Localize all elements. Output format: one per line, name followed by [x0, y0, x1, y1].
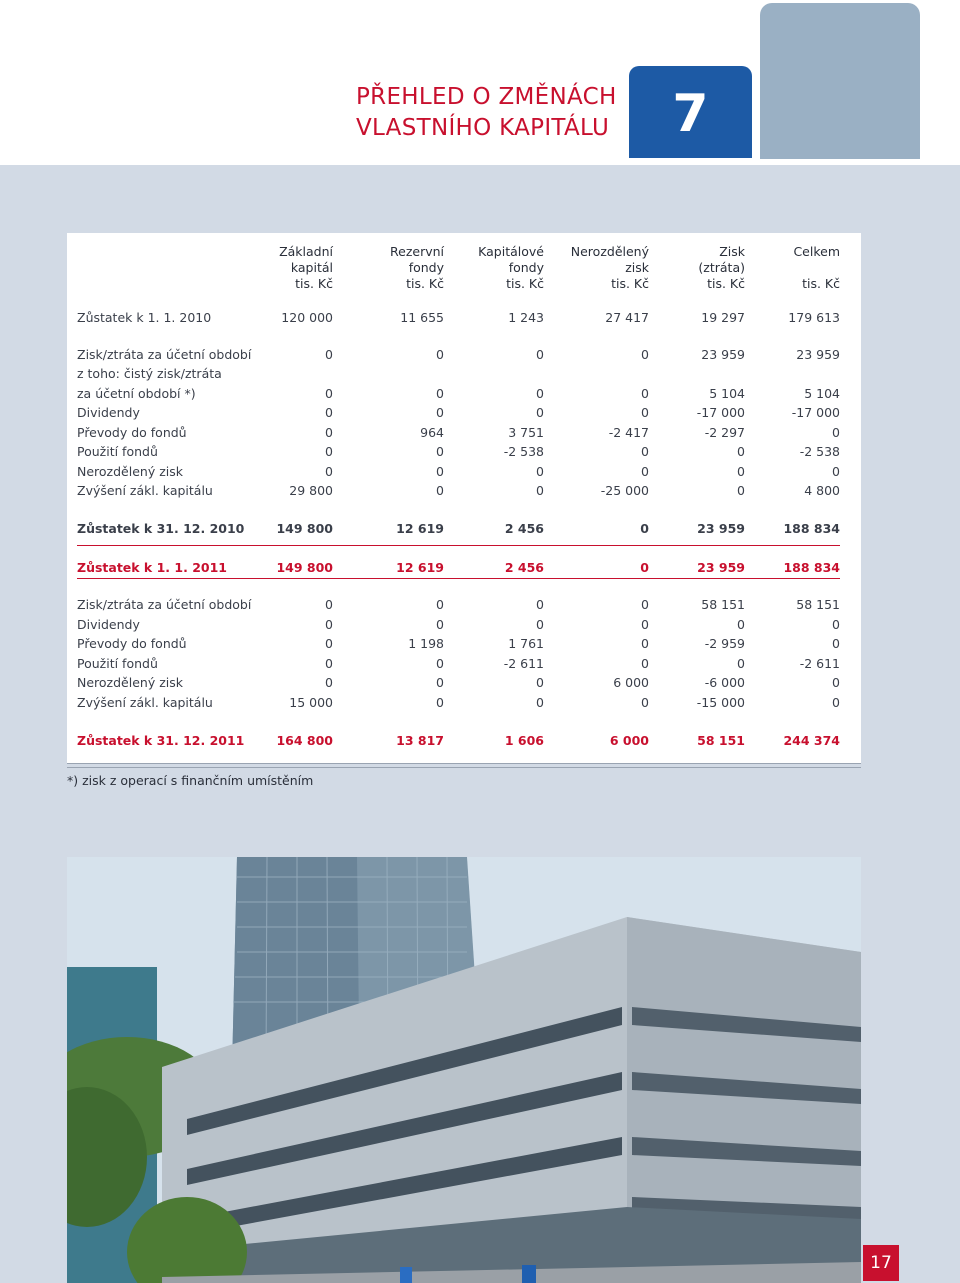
table-row: Dividendy 0 0 0 0 0 0: [77, 617, 840, 632]
footnote: *) zisk z operací s finančním umístěním: [67, 773, 314, 788]
table-row: Nerozdělený zisk 0 0 0 0 0 0: [77, 464, 840, 479]
title-line-1: PŘEHLED O ZMĚNÁCH: [356, 84, 617, 110]
page-title: [356, 82, 617, 144]
table-row: Zisk/ztráta za účetní období 0 0 0 0 23 959 23 959: [77, 347, 840, 362]
office-building-photo: [67, 857, 861, 1283]
table-row: Zvýšení zákl. kapitálu 15 000 0 0 0 -15 000 0: [77, 695, 840, 710]
table-row: Použití fondů 0 0 -2 611 0 0 -2 611: [77, 656, 840, 671]
decorative-box: [760, 3, 920, 159]
table-header: [67, 244, 861, 294]
table-row: Zůstatek k 1. 1. 2010 120 000 11 655 1 243 27 417 19 297 179 613: [77, 310, 840, 325]
table-row: za účetní období *) 0 0 0 0 5 104 5 104: [77, 386, 840, 401]
table-row: Převody do fondů 0 1 198 1 761 0 -2 959 0: [77, 636, 840, 651]
title-line-2: VLASTNÍHO KAPITÁLU: [356, 115, 610, 141]
chapter-badge: [629, 66, 752, 158]
red-divider: [77, 578, 840, 579]
col-header-nerozdeleny-zisk: Nerozdělený zisk tis. Kč: [570, 244, 649, 291]
building-illustration: [67, 857, 861, 1283]
table-row: Nerozdělený zisk 0 0 0 6 000 -6 000 0: [77, 675, 840, 690]
col-header-zakladni-kapital: Základní kapitál tis. Kč: [279, 244, 333, 291]
table-row: Použití fondů 0 0 -2 538 0 0 -2 538: [77, 444, 840, 459]
table-row-balance: Zůstatek k 31. 12. 2011 164 800 13 817 1 606 6 000 58 151 244 374: [77, 733, 840, 748]
col-header-zisk-ztrata: Zisk (ztráta) tis. Kč: [698, 244, 745, 291]
col-header-rezervni-fondy: Rezervní fondy tis. Kč: [390, 244, 444, 291]
equity-changes-table: [67, 233, 861, 764]
table-bottom-rule: [67, 767, 861, 768]
table-row: Převody do fondů 0 964 3 751 -2 417 -2 297 0: [77, 425, 840, 440]
table-row: Zisk/ztráta za účetní období 0 0 0 0 58 151 58 151: [77, 597, 840, 612]
col-header-celkem: Celkem tis. Kč: [793, 244, 840, 291]
table-row-balance: Zůstatek k 31. 12. 2010 149 800 12 619 2 456 0 23 959 188 834: [77, 521, 840, 536]
col-header-kapitalove-fondy: Kapitálové fondy tis. Kč: [478, 244, 544, 291]
page-number: 17: [863, 1245, 899, 1281]
red-divider: [77, 545, 840, 546]
table-row: z toho: čistý zisk/ztráta: [77, 366, 222, 381]
chapter-number: 7: [672, 84, 709, 144]
table-row: Zvýšení zákl. kapitálu 29 800 0 0 -25 000 0 4 800: [77, 483, 840, 498]
table-row-balance: Zůstatek k 1. 1. 2011 149 800 12 619 2 456 0 23 959 188 834: [77, 560, 840, 575]
table-row: Dividendy 0 0 0 0 -17 000 -17 000: [77, 405, 840, 420]
